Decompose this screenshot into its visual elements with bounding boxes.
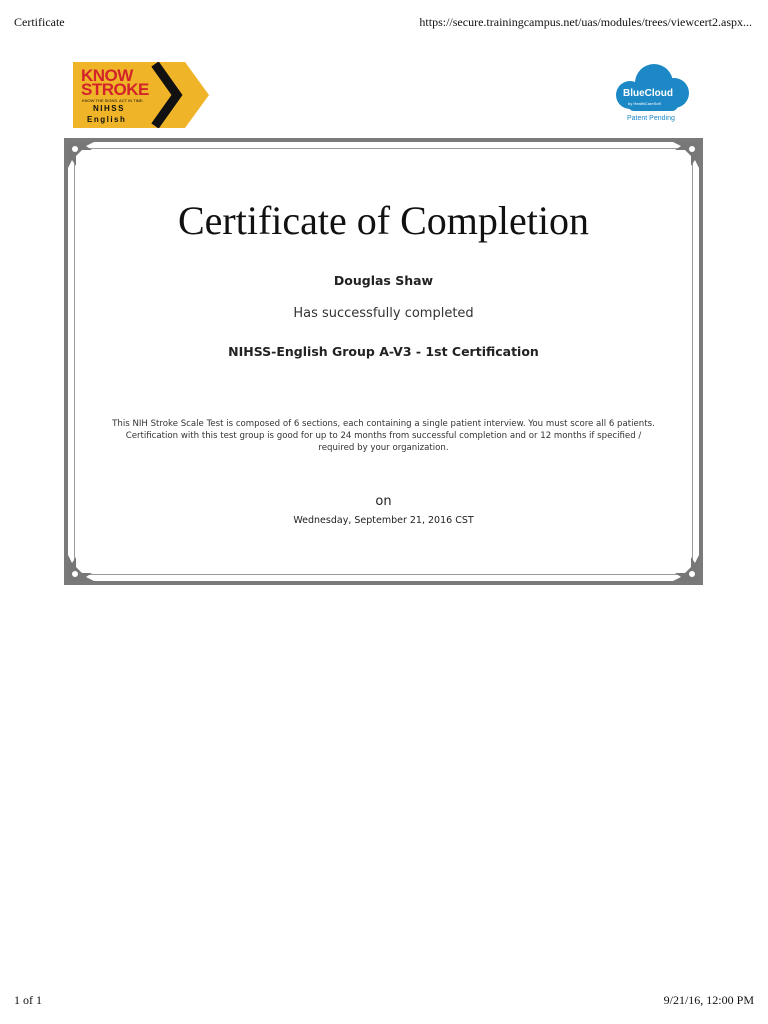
- completion-date: Wednesday, September 21, 2016 CST: [293, 515, 474, 526]
- course-name: NIHSS-English Group A-V3 - 1st Certification: [228, 344, 539, 359]
- certificate-frame: [64, 138, 703, 585]
- on-label: on: [375, 494, 392, 509]
- print-footer-page: 1 of 1: [14, 993, 42, 1007]
- corner-ornament-icon: [671, 553, 701, 583]
- know-stroke-line1: KNOW: [81, 66, 133, 85]
- know-stroke-language: English: [87, 115, 127, 124]
- print-header-title: Certificate: [14, 15, 65, 29]
- know-stroke-line2: STROKE: [81, 80, 149, 99]
- print-footer-timestamp: 9/21/16, 12:00 PM: [663, 993, 754, 1007]
- print-header-url: https://secure.trainingcampus.net/uas/modules/trees/viewcert2.aspx...: [419, 15, 752, 29]
- bluecloud-patent-pending: Patent Pending: [627, 115, 675, 122]
- know-stroke-program: NIHSS: [93, 104, 125, 113]
- recipient-name: Douglas Shaw: [333, 273, 434, 288]
- know-stroke-tagline: KNOW THE SIGNS. ACT IN TIME.: [82, 98, 144, 103]
- corner-ornament-icon: [66, 553, 96, 583]
- certificate-description: [88, 418, 679, 454]
- completed-text: Has successfully completed: [293, 306, 474, 321]
- description-line: This NIH Stroke Scale Test is composed of 6 sections, each containing a single patient interview. You must score all 6 patients.: [112, 419, 655, 429]
- corner-ornament-icon: [66, 140, 96, 170]
- description-line: Certification with this test group is good for up to 24 months from successful completion and or 12 months if specified /: [125, 431, 642, 441]
- bluecloud-name: BlueCloud: [623, 88, 673, 99]
- certificate-title: Certificate of Completion: [178, 198, 589, 243]
- bluecloud-logo: [610, 63, 694, 127]
- know-stroke-logo: [73, 62, 210, 128]
- corner-ornament-icon: [671, 140, 701, 170]
- description-line: required by your organization.: [318, 443, 449, 453]
- bluecloud-sub: by HealthCareSoft: [628, 101, 661, 106]
